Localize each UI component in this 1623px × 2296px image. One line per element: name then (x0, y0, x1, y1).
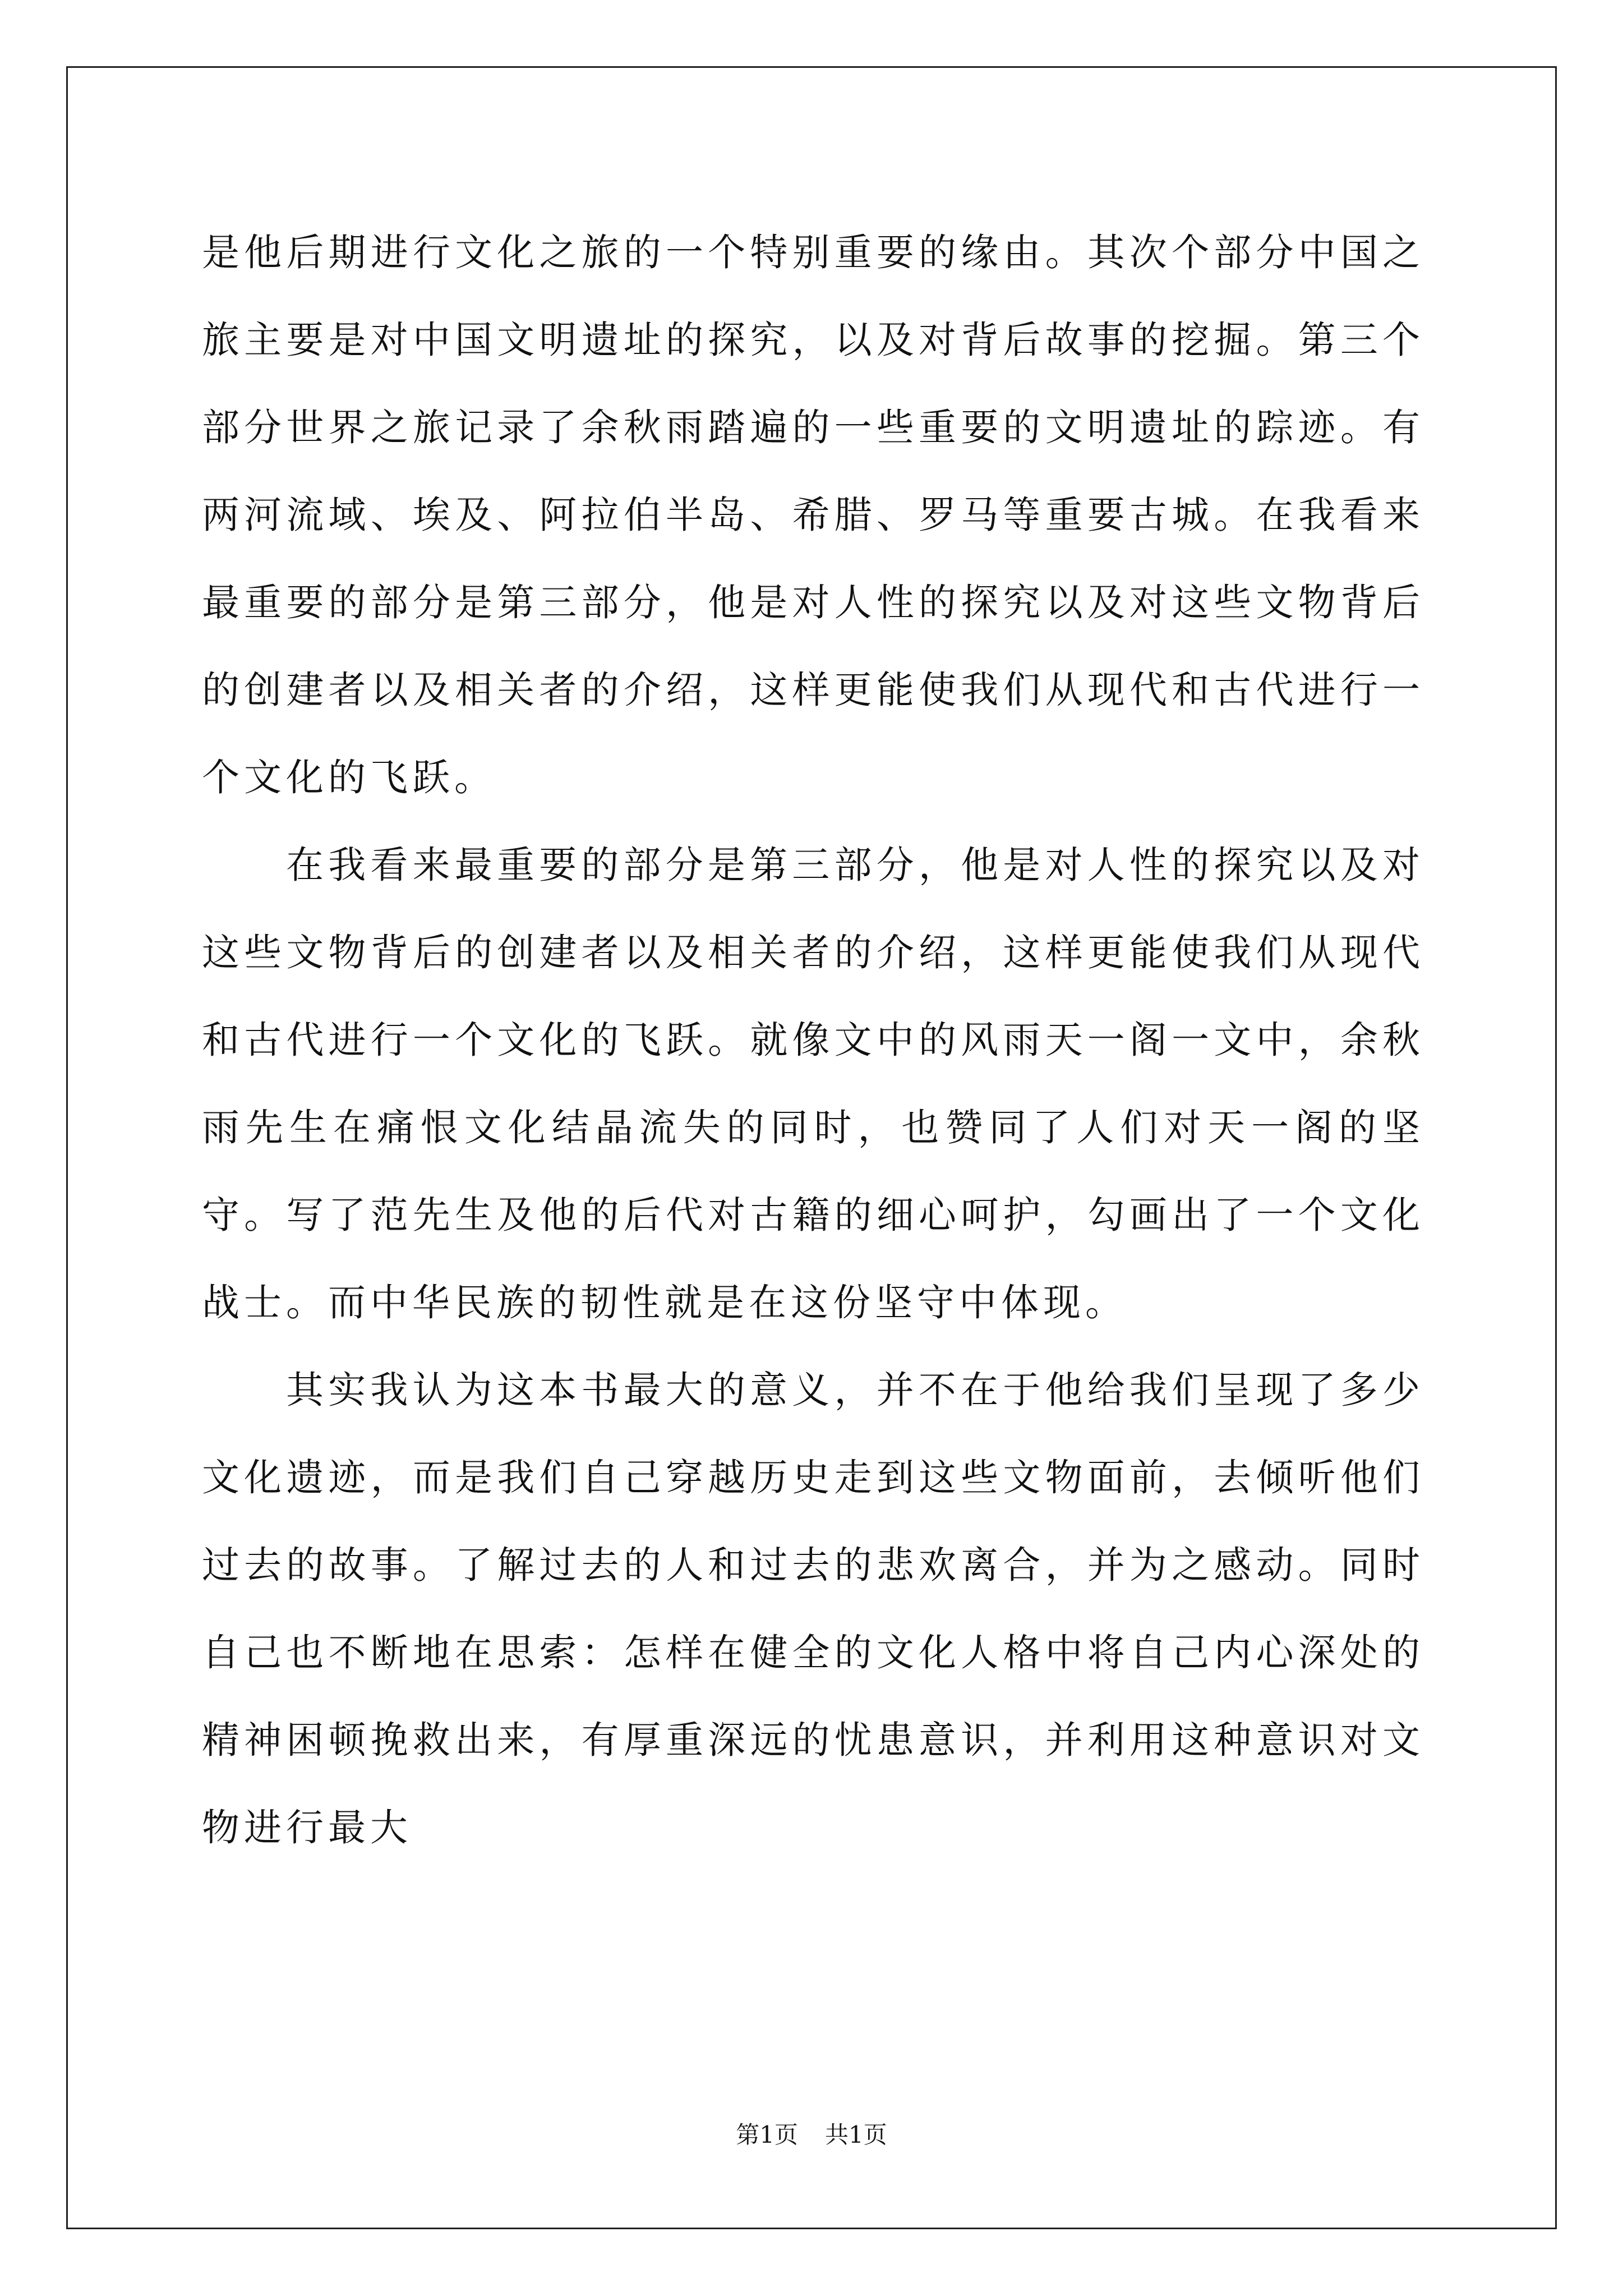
page-number-label: 第1页 (736, 2121, 798, 2148)
paragraph-1: 是他后期进行文化之旅的一个特别重要的缘由。其次个部分中国之旅主要是对中国文明遗址的探究，以及对背后故事的挖掘。第三个部分世界之旅记录了余秋雨踏遍的一些重要的文明遗址的踪迹。有两河流域、埃及、阿拉伯半岛、希腊、罗马等重要古城。在我看来最重要的部分是第三部分，他是对人性的探究以及对这些文物背后的创建者以及相关者的介绍，这样更能使我们从现代和古代进行一个文化的飞跃。 (202, 231, 1424, 799)
page-total-label: 共1页 (825, 2121, 887, 2148)
paragraph-2: 在我看来最重要的部分是第三部分，他是对人性的探究以及对这些文物背后的创建者以及相关者的介绍，这样更能使我们从现代和古代进行一个文化的飞跃。就像文中的风雨天一阁一文中，余秋雨先生在痛恨文化结晶流失的同时，也赞同了人们对天一阁的坚守。写了范先生及他的后代对古籍的细心呵护，勾画出了一个文化战士。而中华民族的韧性就是在这份坚守中体现。 (202, 843, 1424, 1324)
document-body (202, 209, 1424, 1871)
page-footer (0, 2119, 1623, 2151)
paragraph-3: 其实我认为这本书最大的意义，并不在于他给我们呈现了多少文化遗迹，而是我们自己穿越历史走到这些文物面前，去倾听他们过去的故事。了解过去的人和过去的悲欢离合，并为之感动。同时自己也不断地在思索：怎样在健全的文化人格中将自己内心深处的精神困顿挽救出来，有厚重深远的忧患意识，并利用这种意识对文物进行最大 (202, 1368, 1424, 1849)
